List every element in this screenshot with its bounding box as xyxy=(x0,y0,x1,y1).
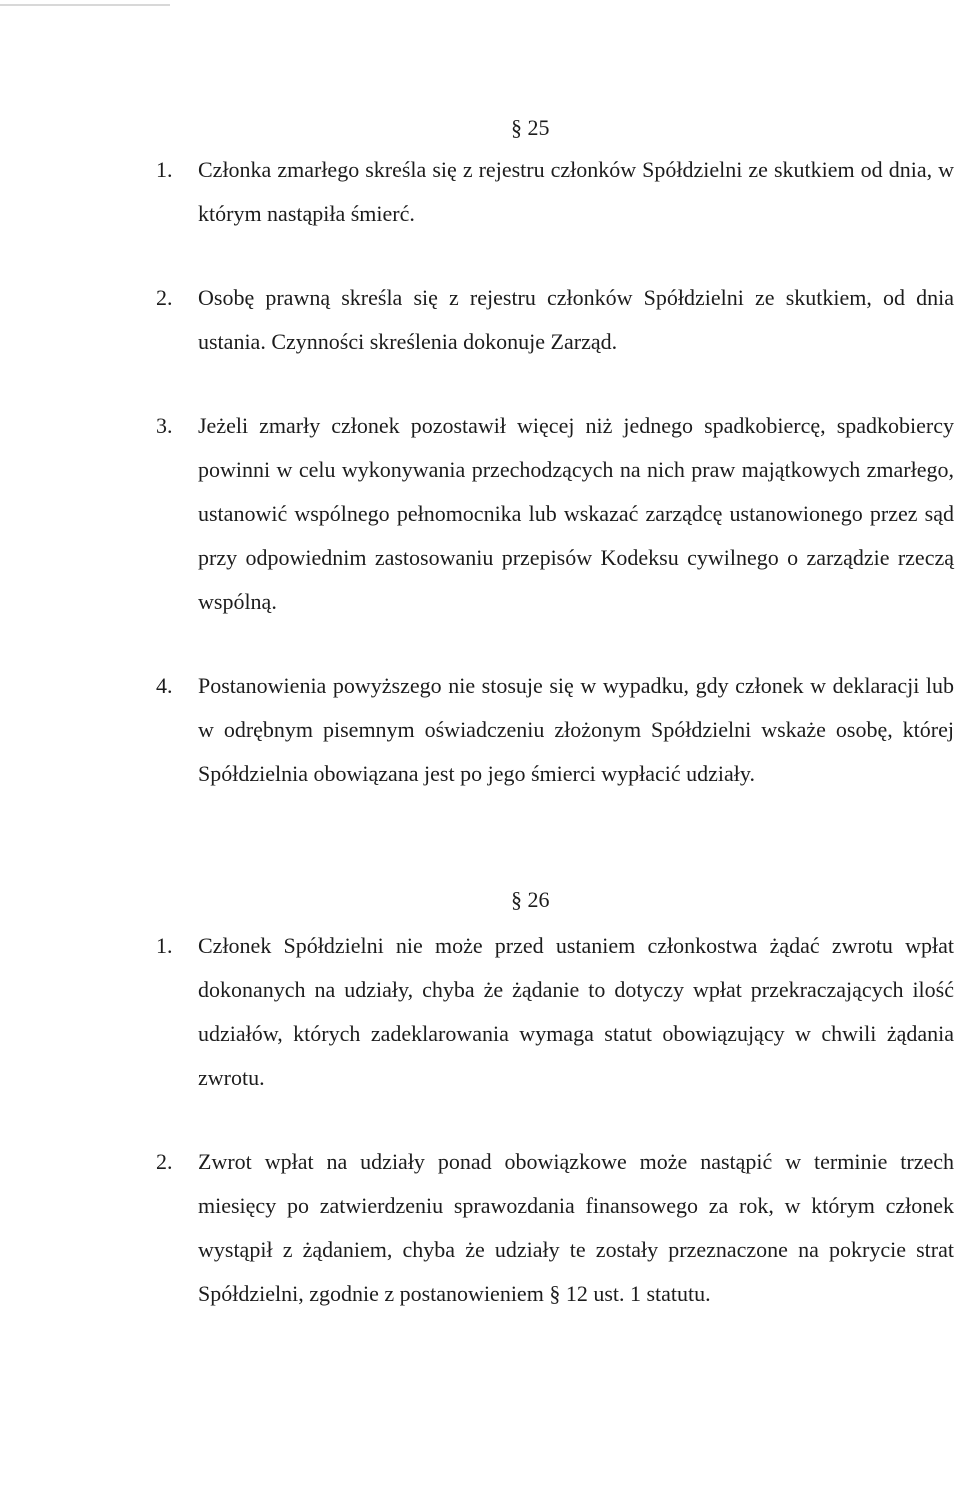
paragraph-number: 4. xyxy=(156,673,173,698)
paragraph-text: Postanowienia powyższego nie stosuje się w wypadku, gdy członek w deklaracji lub w odrębnym pisemnym oświadczeniu złożonym Spółdzielni wskaże osobę, której Spółdzielnia obowiązana jest po jego śmierci wypłacić udziały. xyxy=(198,673,954,786)
paragraph-25-1 xyxy=(156,148,956,236)
paragraph-26-2 xyxy=(156,1140,956,1360)
paragraph-text: Członka zmarłego skreśla się z rejestru członków Spółdzielni ze skutkiem od dnia, w którym nastąpiła śmierć. xyxy=(198,157,954,226)
paragraph-text: Członek Spółdzielni nie może przed ustaniem członkostwa żądać zwrotu wpłat dokonanych na udziały, chyba że żądanie to dotyczy wpłat przekraczających ilość udziałów, których zadeklarowania wymaga statut obowiązujący w chwili żądania zwrotu. xyxy=(198,933,954,1090)
paragraph-25-4 xyxy=(156,664,956,840)
paragraph-number: 1. xyxy=(156,933,173,958)
section-heading-26: § 26 xyxy=(511,887,550,912)
paragraph-text: Zwrot wpłat na udziały ponad obowiązkowe może nastąpić w terminie trzech miesięcy po zatwierdzeniu sprawozdania finansowego za rok, w którym członek wystąpił z żądaniem, chyba że udziały te zostały przeznaczone na pokrycie strat Spółdzielni, zgodnie z postanowieniem § 12 ust. 1 statutu. xyxy=(198,1149,954,1306)
paragraph-number: 3. xyxy=(156,413,173,438)
paragraph-25-3 xyxy=(156,404,956,624)
paragraph-number: 2. xyxy=(156,1149,173,1174)
paragraph-text: Osobę prawną skreśla się z rejestru członków Spółdzielni ze skutkiem, od dnia ustania. Czynności skreślenia dokonuje Zarząd. xyxy=(198,285,954,354)
paragraph-number: 1. xyxy=(156,157,173,182)
paragraph-26-1 xyxy=(156,924,956,1100)
section-heading-25: § 25 xyxy=(511,115,550,140)
paragraph-text: Jeżeli zmarły członek pozostawił więcej niż jednego spadkobiercę, spadkobiercy powinni w celu wykonywania przechodzących na nich praw majątkowych zmarłego, ustanowić wspólnego pełnomocnika lub wskazać zarządcę ustanowionego przez sąd przy odpowiednim zastosowaniu przepisów Kodeksu cywilnego o zarządzie rzeczą wspólną. xyxy=(198,413,954,614)
paragraph-25-2 xyxy=(156,276,956,364)
paragraph-number: 2. xyxy=(156,285,173,310)
